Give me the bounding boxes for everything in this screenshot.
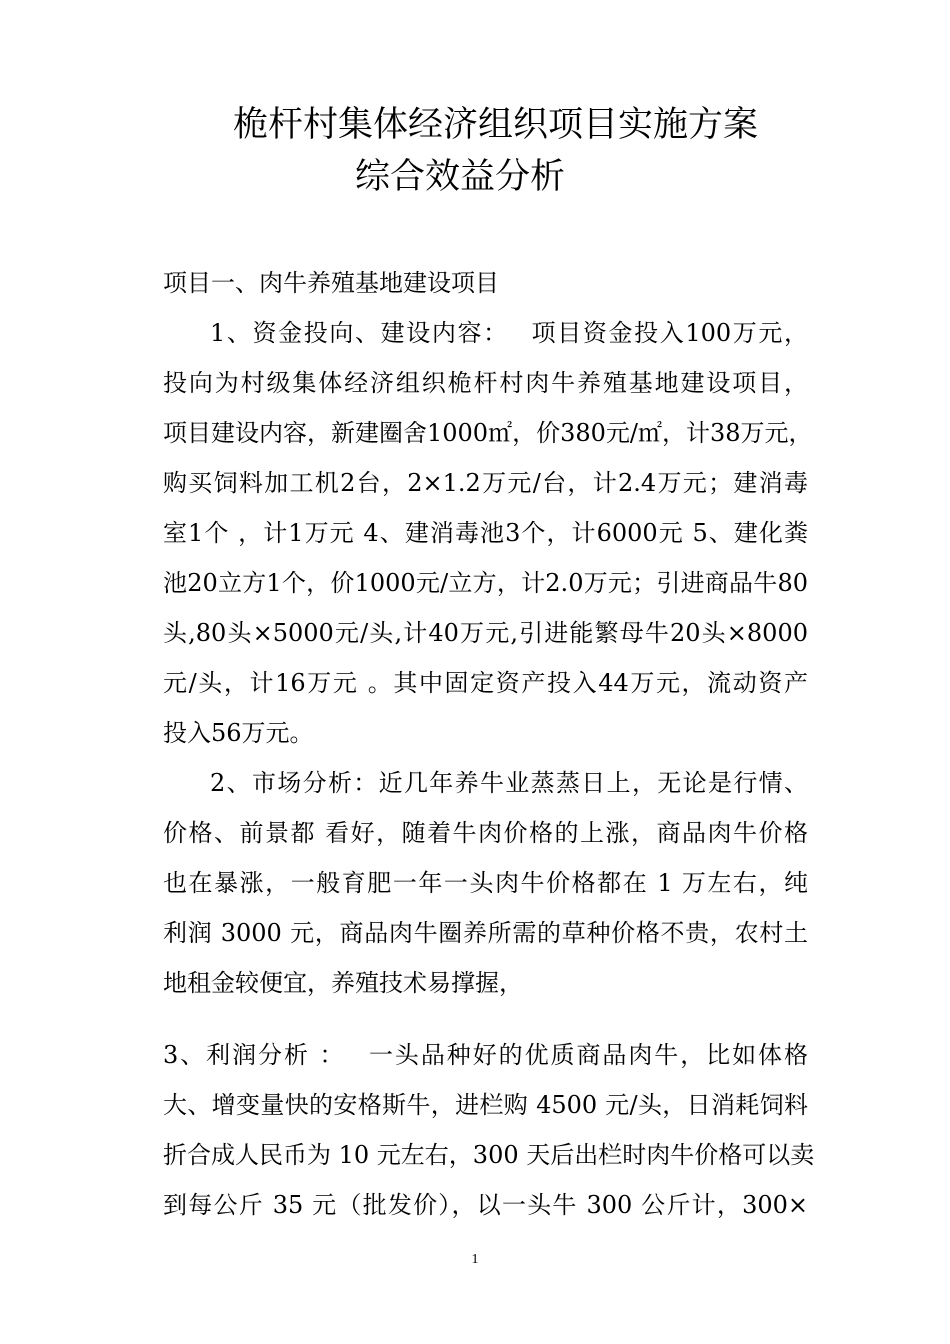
paragraph-line: 地租金较便宜，养殖技术易撑握，: [163, 969, 523, 997]
paragraph-line: 利润 3000 元，商品肉牛圈养所需的草种价格不贵，农村土: [163, 919, 808, 947]
paragraph-line: 3、利润分析 ： 一头品种好的优质商品肉牛，比如体格: [163, 1041, 808, 1069]
paragraph-line: 投向为村级集体经济组织桅杆村肉牛养殖基地建设项目，: [163, 369, 808, 397]
document-title: 桅杆村集体经济组织项目实施方案: [233, 105, 759, 145]
page-number: 1: [471, 1252, 479, 1267]
paragraph-line: 购买饲料加工机2台，2×1.2万元/台，计2.4万元；建消毒: [163, 469, 808, 497]
paragraph-line: 折合成人民币为 10 元左右，300 天后出栏时肉牛价格可以卖: [163, 1141, 815, 1169]
paragraph-line: 也在暴涨，一般育肥一年一头肉牛价格都在 1 万左右，纯: [163, 869, 808, 897]
paragraph-line: 大、增变量快的安格斯牛，进栏购 4500 元/头，日消耗饲料: [163, 1091, 808, 1119]
paragraph-line: 投入56万元。: [163, 719, 314, 747]
paragraph-line: 到每公斤 35 元（批发价），以一头牛 300 公斤计，300×: [163, 1191, 808, 1219]
section-heading: 项目一、肉牛养殖基地建设项目: [163, 269, 499, 297]
paragraph-line: 室1个 ，计1万元 4、建消毒池3个，计6000元 5、建化粪: [163, 519, 808, 547]
paragraph-line: 头,80头×5000元/头,计40万元,引进能繁母牛20头×8000: [163, 619, 808, 647]
document-subtitle: 综合效益分析: [355, 157, 566, 197]
paragraph-line: 价格、前景都 看好，随着牛肉价格的上涨，商品肉牛价格: [163, 819, 808, 847]
paragraph-line: 元/头，计16万元 。其中固定资产投入44万元，流动资产: [163, 669, 808, 697]
paragraph-line: 2、市场分析：近几年养牛业蒸蒸日上，无论是行情、: [210, 769, 808, 797]
paragraph-line: 1、资金投向、建设内容： 项目资金投入100万元，: [210, 319, 808, 347]
paragraph-line: 池20立方1个，价1000元/立方，计2.0万元；引进商品牛80: [163, 569, 808, 597]
paragraph-line: 项目建设内容，新建圈舍1000㎡，价380元/㎡，计38万元，: [163, 419, 813, 447]
